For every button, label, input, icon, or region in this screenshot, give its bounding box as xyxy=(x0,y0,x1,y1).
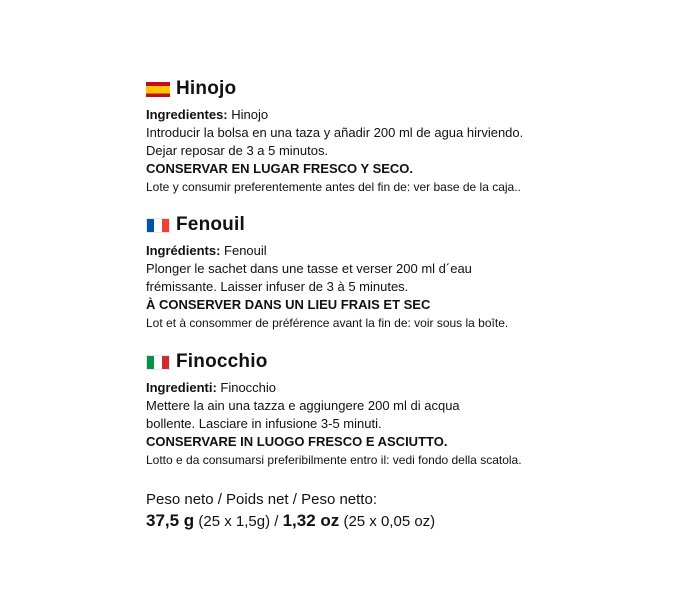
instruction-line: Plonger le sachet dans une tasse et verser 200 ml d´eau xyxy=(146,261,472,276)
section-french xyxy=(146,212,686,332)
ingredients-line xyxy=(146,106,686,124)
storage-notice: À CONSERVER DANS UN LIEU FRAIS ET SEC xyxy=(146,297,431,312)
ingredients-label: Ingredienti: xyxy=(146,380,217,395)
lot-notice: Lote y consumir preferentemente antes del fin de: ver base de la caja.. xyxy=(146,180,521,194)
instruction-line: Dejar reposar de 3 a 5 minutos. xyxy=(146,143,329,158)
ingredients-label: Ingrédients: xyxy=(146,243,221,258)
section-title: Hinojo xyxy=(176,78,237,99)
weight-ounces-detail: (25 x 0,05 oz) xyxy=(339,513,436,530)
storage-notice: CONSERVAR EN LUGAR FRESCO Y SECO. xyxy=(146,161,414,176)
ingredients-value: Finocchio xyxy=(216,380,277,395)
instruction-line: bollente. Lasciare in infusione 3-5 minuti. xyxy=(146,416,382,431)
weight-ounces: 1,32 oz xyxy=(282,511,340,530)
storage-notice: CONSERVARE IN LUOGO FRESCO E ASCIUTTO. xyxy=(146,434,448,449)
section-heading xyxy=(146,76,686,102)
section-title: Finocchio xyxy=(176,351,268,372)
ingredients-value: Fenouil xyxy=(220,243,267,258)
weight-grams-detail: (25 x 1,5g) / xyxy=(194,513,283,530)
net-weight-values xyxy=(146,510,686,533)
weight-grams: 37,5 g xyxy=(146,511,195,530)
ingredients-value: Hinojo xyxy=(227,107,269,122)
ingredients-line xyxy=(146,242,686,260)
section-heading xyxy=(146,349,686,375)
instruction-line: Mettere la ain una tazza e aggiungere 200 ml di acqua xyxy=(146,398,460,413)
france-flag-icon xyxy=(146,218,170,233)
section-italian xyxy=(146,349,686,469)
lot-notice: Lotto e da consumarsi preferibilmente entro il: vedi fondo della scatola. xyxy=(146,453,522,467)
section-title: Fenouil xyxy=(176,214,245,235)
instruction-line: Introducir la bolsa en una taza y añadir 200 ml de agua hirviendo. xyxy=(146,125,524,140)
italy-flag-icon xyxy=(146,355,170,370)
ingredients-label: Ingredientes: xyxy=(146,107,228,122)
ingredients-line xyxy=(146,379,686,397)
net-weight-label: Peso neto / Poids net / Peso netto: xyxy=(146,491,377,508)
net-weight xyxy=(146,490,686,533)
instruction-line: frémissante. Laisser infuser de 3 à 5 minutes. xyxy=(146,279,409,294)
lot-notice: Lot et à consommer de préférence avant la fin de: voir sous la boîte. xyxy=(146,316,509,330)
section-spanish xyxy=(146,76,686,196)
spain-flag-icon xyxy=(146,82,170,97)
section-heading xyxy=(146,212,686,238)
